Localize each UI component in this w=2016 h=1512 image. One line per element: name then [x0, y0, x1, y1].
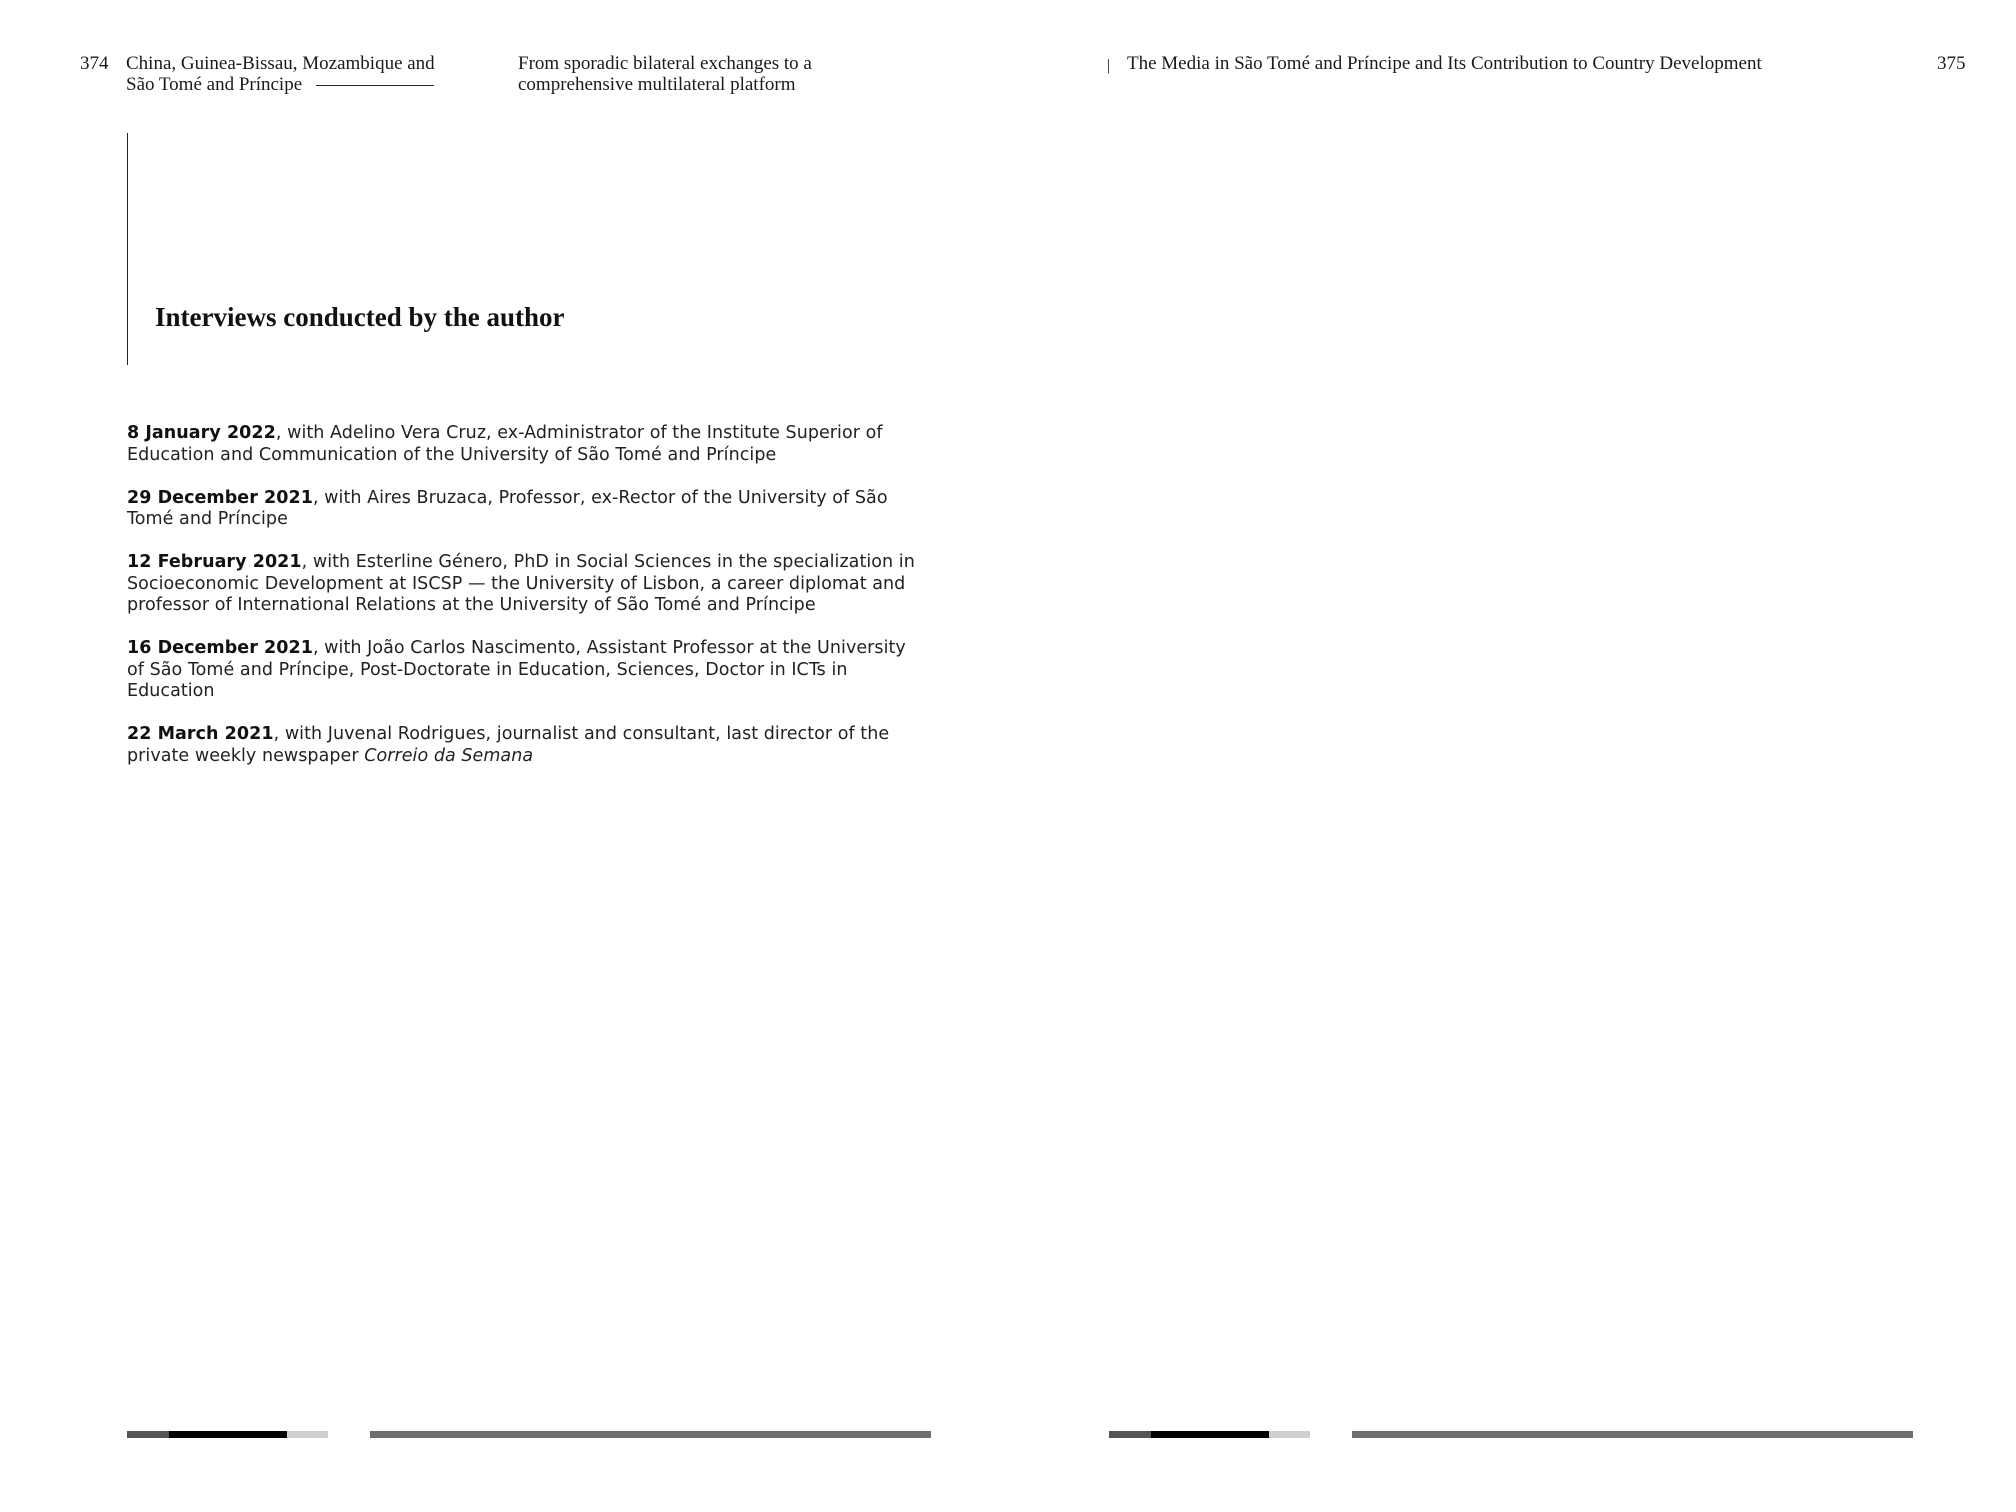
interview-description: , with Juvenal Rodrigues, journalist and consultant, last director of the private weekly newspaper	[127, 724, 890, 766]
interview-date: 12 February 2021	[127, 552, 302, 572]
interview-description: , with João Carlos Nascimento, Assistant Professor at the University of São Tomé and Príncipe, Post-Doctorate in Education, Sciences, Doctor in ICTs in Education	[127, 638, 906, 701]
interview-date: 22 March 2021	[127, 724, 274, 744]
book-title-line2: São Tomé and Príncipe	[126, 74, 303, 95]
interview-publication-title: Correio da Semana	[364, 745, 534, 766]
footer-bar-left-black	[169, 1431, 287, 1438]
book-title-line2-wrap	[126, 74, 456, 95]
part-title-line2: comprehensive multilateral platform	[518, 74, 796, 95]
book-title-line1: China, Guinea-Bissau, Mozambique and	[126, 53, 435, 74]
footer-bar-left-light	[287, 1431, 328, 1438]
interview-entry	[127, 552, 927, 617]
interview-entry	[127, 724, 927, 767]
running-header-book-title	[126, 53, 456, 95]
interview-date: 8 January 2022	[127, 423, 276, 443]
footer-bar-right-long	[1352, 1431, 1913, 1438]
interview-entry	[127, 488, 927, 531]
right-page-number: 375	[1937, 53, 1966, 74]
interview-date: 16 December 2021	[127, 638, 313, 658]
footer-bar-right-black	[1151, 1431, 1269, 1438]
header-separator: |	[1107, 57, 1111, 74]
footer-bar-right-light	[1269, 1431, 1310, 1438]
part-title-line1: From sporadic bilateral exchanges to a	[518, 53, 812, 74]
interview-list	[127, 423, 927, 789]
footer-bar-left-dark	[127, 1431, 169, 1438]
left-page-number: 374	[80, 53, 109, 74]
running-header-chapter-title: The Media in São Tomé and Príncipe and Its Contribution to Country Development	[1127, 53, 1762, 74]
footer-bar-right-dark	[1109, 1431, 1151, 1438]
interview-description: , with Esterline Género, PhD in Social Sciences in the specialization in Socioeconomic Development at ISCSP — the University of Lisbon, a career diplomat and professor of International Relations at the University of São Tomé and Príncipe	[127, 552, 915, 615]
section-vertical-rule	[127, 133, 128, 365]
footer-bar-left-long	[370, 1431, 931, 1438]
interview-description: , with Adelino Vera Cruz, ex-Administrator of the Institute Superior of Education and Communication of the University of São Tomé and Príncipe	[127, 423, 883, 465]
header-underline-rule	[316, 85, 434, 86]
interview-description: , with Aires Bruzaca, Professor, ex-Rector of the University of São Tomé and Príncipe	[127, 487, 888, 529]
interview-date: 29 December 2021	[127, 487, 313, 508]
interview-entry	[127, 423, 927, 466]
section-title: Interviews conducted by the author	[155, 302, 565, 332]
interview-entry	[127, 638, 927, 703]
running-header-part-title	[518, 53, 858, 95]
